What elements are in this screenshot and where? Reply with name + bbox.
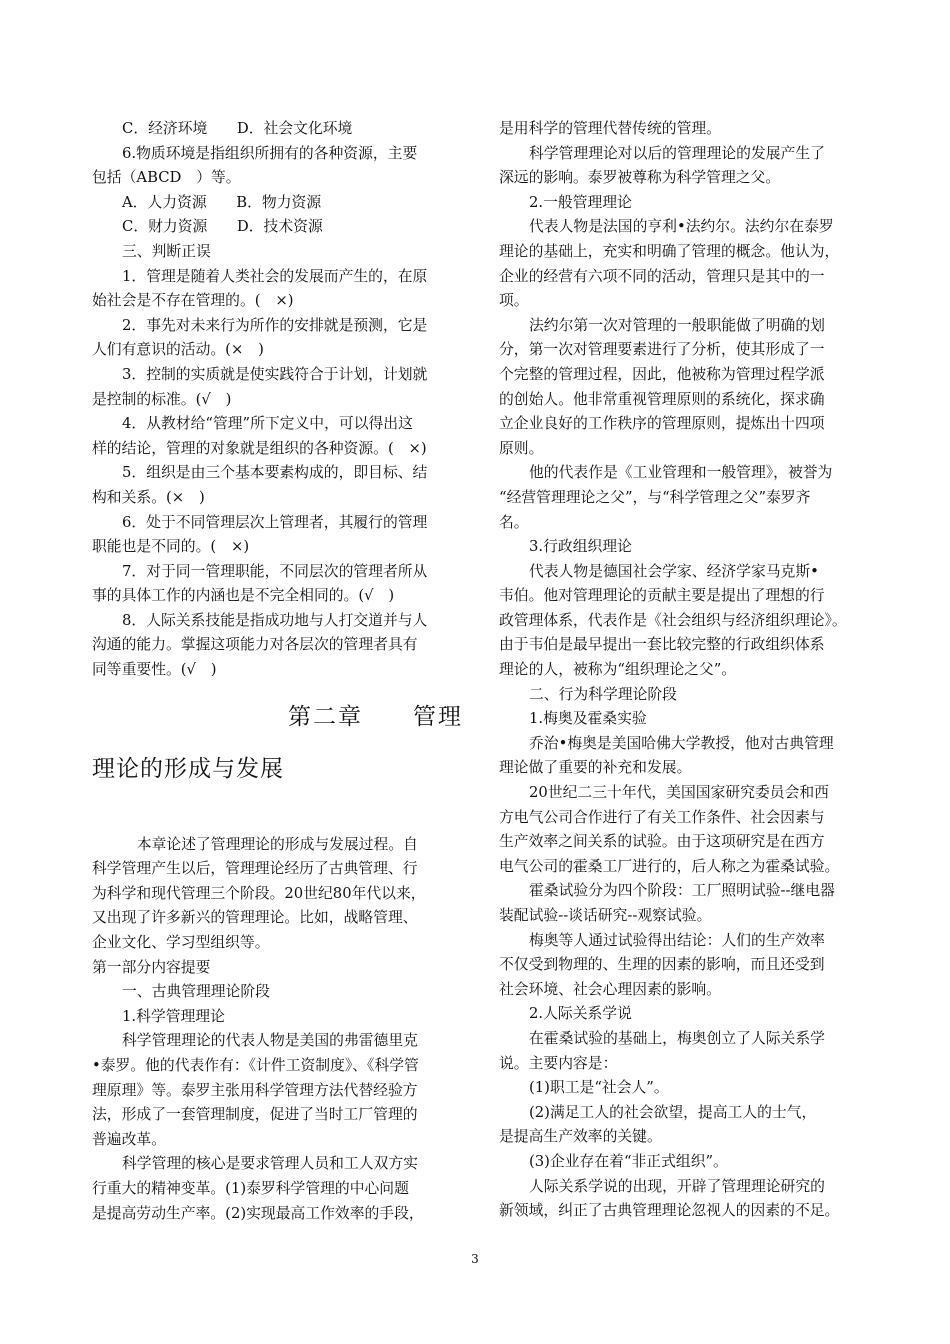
- text-line: 是控制的标准。(√ ): [92, 390, 232, 408]
- text-line: 本章论述了管理理论的形成与发展过程。自: [122, 835, 418, 853]
- text-line: 1．管理是随着人类社会的发展而产生的，在原: [122, 267, 428, 285]
- text-line: 在霍桑试验的基础上，梅奥创立了人际关系学: [529, 1029, 825, 1047]
- text-line: 人际关系学说的出现，开辟了管理理论研究的: [529, 1177, 825, 1195]
- text-line: 生产效率之间关系的试验。由于这项研究是在西方: [499, 833, 825, 851]
- text-line: 科学管理产生以后，管理理论经历了古典管理、行: [92, 860, 418, 878]
- text-line: 样的结论，管理的对象就是组织的各种资源。( ×): [92, 439, 427, 457]
- text-line: 理论的基础上，充实和明确了管理的概念。他认为，: [499, 242, 840, 260]
- text-line: 沟通的能力。掌握这项能力对各层次的管理者具有: [92, 636, 418, 654]
- text-line: 理论做了重要的补充和发展。: [499, 759, 692, 777]
- text-line: •泰罗。他的代表作有：《计件工资制度》、《科学管: [92, 1057, 419, 1074]
- text-line: 理论的人，被称为“组织理论之父”。: [499, 661, 737, 679]
- text-line: 同等重要性。(√ ): [92, 661, 217, 679]
- text-line: 2．事先对未来行为所作的安排就是预测，它是: [122, 316, 428, 334]
- text-line: 是用科学的管理代替传统的管理。: [499, 120, 721, 137]
- text-line: 2.一般管理理论: [529, 193, 632, 211]
- page-number: 3: [471, 1252, 479, 1266]
- text-line: 科学管理理论对以后的管理理论的发展产生了: [529, 144, 825, 162]
- text-line: 由于韦伯是最早提出一套比较完整的行政组织体系: [499, 636, 825, 654]
- chapter-title-line2: 理论的形成与发展: [92, 755, 284, 782]
- text-line: 乔治•梅奥是美国哈佛大学教授，他对古典管理: [529, 734, 834, 752]
- text-line: 1.梅奥及霍桑实验: [529, 710, 647, 728]
- text-line: 一、古典管理理论阶段: [122, 983, 270, 1001]
- text-line: 科学管理理论的代表人物是美国的弗雷德里克: [122, 1032, 418, 1050]
- text-line: 3.行政组织理论: [529, 538, 632, 556]
- text-line: 他的代表作是《工业管理和一般管理》，被誉为: [529, 464, 833, 482]
- text-line: 人们有意识的活动。(× ): [92, 341, 264, 359]
- text-line: 6.物质环境是指组织所拥有的各种资源，主要: [122, 144, 418, 162]
- text-line: 韦伯。他对管理理论的贡献主要是提出了理想的行: [499, 587, 825, 605]
- text-line: 为科学和现代管理三个阶段。20世纪80年代以来，: [92, 884, 426, 902]
- text-line: 企业的经营有六项不同的活动，管理只是其中的一: [499, 267, 825, 285]
- text-line: “经营管理理论之父”，与“科学管理之父”泰罗齐: [499, 488, 811, 506]
- text-line: 行重大的精神变革。(1)泰罗科学管理的中心问题: [92, 1179, 409, 1197]
- text-line: (3)企业存在着“非正式组织”。: [529, 1152, 728, 1170]
- text-line: 不仅受到物理的、生理的因素的影响，而且还受到: [499, 956, 825, 974]
- text-line: 霍桑试验分为四个阶段：工厂照明试验--继电器: [529, 882, 835, 900]
- left-top-text: [92, 117, 463, 683]
- text-line: 立企业良好的工作秩序的管理原则，提炼出十四项: [499, 415, 825, 433]
- text-line: 8．人际关系技能是指成功地与人打交道并与人: [122, 611, 428, 629]
- left-bottom-text: [92, 833, 463, 1227]
- text-line: 5．组织是由三个基本要素构成的，即目标、结: [122, 464, 428, 482]
- text-line: 新领域，纠正了古典管理理论忽视人的因素的不足。: [499, 1202, 840, 1220]
- text-line: 说。主要内容是：: [499, 1054, 618, 1072]
- text-line: 又出现了许多新兴的管理理论。比如，战略管理、: [92, 909, 418, 927]
- text-line: 项。: [499, 292, 529, 310]
- text-line: (1)职工是“社会人”。: [529, 1079, 669, 1097]
- text-line: 三、判断正误: [122, 242, 211, 260]
- left-column: [92, 117, 463, 1226]
- text-line: 分，第一次对管理要素进行了分析，使其形成了一: [499, 341, 825, 359]
- text-line: 科学管理的核心是要求管理人员和工人双方实: [122, 1155, 418, 1173]
- right-column-text: [499, 117, 868, 1224]
- text-line: 是提高生产效率的关键。: [499, 1128, 662, 1146]
- right-column: [499, 117, 868, 1224]
- text-line: 始社会是不存在管理的。( ×): [92, 292, 294, 310]
- spacer: [92, 801, 463, 833]
- text-line: 电气公司的霍桑工厂进行的，后人称之为霍桑试验。: [499, 857, 840, 875]
- text-line: 是提高劳动生产率。(2)实现最高工作效率的手段，: [92, 1204, 424, 1222]
- text-line: 理原理》等。泰罗主张用科学管理方法代替经验方: [92, 1081, 418, 1099]
- text-line: 二、行为科学理论阶段: [529, 685, 677, 703]
- text-line: 原则。: [499, 439, 544, 457]
- text-line: C．财力资源 D．技术资源: [122, 218, 323, 236]
- text-line: 1.科学管理理论: [122, 1007, 225, 1025]
- text-line: 职能也是不同的。( ×): [92, 538, 250, 556]
- text-line: 7．对于同一管理职能，不同层次的管理者所从: [122, 562, 428, 580]
- text-line: 普遍改革。: [92, 1130, 166, 1148]
- text-line: 构和关系。(× ): [92, 488, 205, 506]
- text-line: 法约尔第一次对管理的一般职能做了明确的划: [529, 316, 825, 334]
- text-line: C．经济环境 D．社会文化环境: [122, 120, 353, 137]
- text-line: 社会环境、社会心理因素的影响。: [499, 980, 721, 998]
- text-line: 方电气公司合作进行了有关工作条件、社会因素与: [499, 808, 825, 826]
- text-line: 第一部分内容提要: [92, 958, 211, 976]
- text-line: 装配试验--谈话研究--观察试验。: [499, 907, 712, 924]
- text-line: 代表人物是德国社会学家、经济学家马克斯•: [529, 562, 819, 580]
- text-line: (2)满足工人的社会欲望，提高工人的士气，: [529, 1103, 817, 1121]
- text-line: 企业文化、学习型组织等。: [92, 934, 270, 952]
- text-line: 包括（ABCD ）等。: [92, 169, 241, 187]
- text-line: 的创始人。他非常重视管理原则的系统化，探求确: [499, 390, 825, 408]
- text-line: 2.人际关系学说: [529, 1005, 632, 1023]
- text-line: 深远的影响。泰罗被尊称为科学管理之父。: [499, 169, 781, 187]
- text-line: 代表人物是法国的亨利•法约尔。法约尔在泰罗: [529, 218, 834, 236]
- text-line: 6．处于不同管理层次上管理者，其履行的管理: [122, 513, 428, 531]
- text-line: 法，形成了一套管理制度，促进了当时工厂管理的: [92, 1106, 418, 1124]
- text-line: A．人力资源 B．物力资源: [122, 193, 322, 211]
- text-line: 事的具体工作的内涵也是不完全相同的。(√ ): [92, 587, 395, 605]
- text-line: 名。: [499, 513, 529, 531]
- text-line: 政管理体系，代表作是《社会组织与经济组织理论》。: [499, 611, 847, 629]
- chapter-title-line1: 第二章 管理: [288, 703, 463, 730]
- text-line: 20世纪二三十年代，美国国家研究委员会和西: [529, 784, 829, 802]
- text-line: 3．控制的实质就是使实践符合于计划，计划就: [122, 365, 428, 383]
- text-line: 个完整的管理过程，因此，他被称为管理过程学派: [499, 365, 825, 383]
- text-line: 4．从教材给“管理”所下定义中，可以得出这: [122, 415, 413, 433]
- text-line: 梅奥等人通过试验得出结论：人们的生产效率: [529, 931, 825, 949]
